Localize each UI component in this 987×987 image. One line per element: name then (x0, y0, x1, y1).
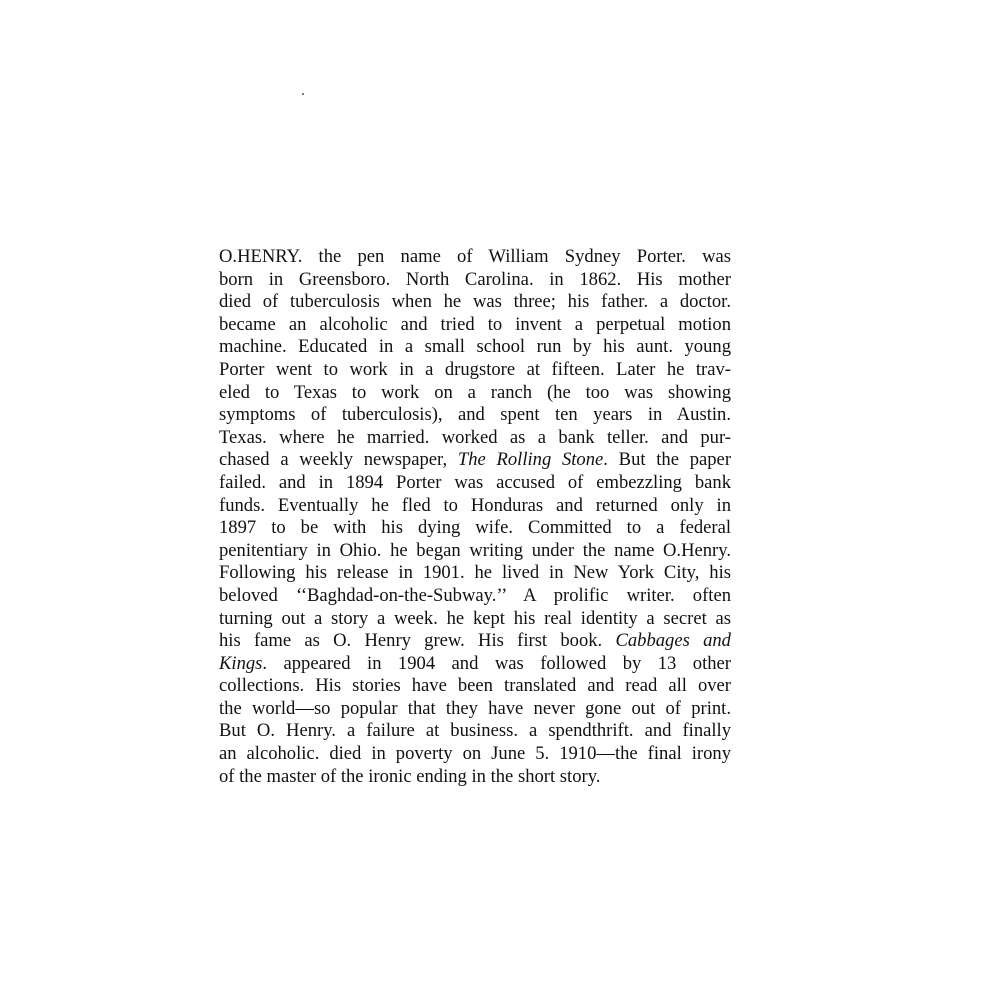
text-run: his fame as O. Henry grew. His first book. (219, 630, 616, 652)
text-run: an alcoholic. died in poverty on June 5. 1910—the final irony (219, 743, 731, 765)
text-line (219, 336, 731, 359)
text-line (219, 449, 731, 472)
text-run: eled to Texas to work on a ranch (he too was showing (219, 381, 731, 403)
text-run: Porter went to work in a drugstore at fifteen. Later he trav- (219, 358, 731, 380)
text-run: O.HENRY. the pen name of William Sydney Porter. was (219, 246, 731, 267)
italic-title: The Rolling Stone (457, 449, 604, 471)
text-line (219, 517, 731, 540)
text-line (219, 291, 731, 314)
text-line (219, 246, 731, 269)
text-run: 1897 to be with his dying wife. Committed to a federal (219, 517, 731, 539)
text-line (219, 585, 731, 608)
text-run: machine. Educated in a small school run by his aunt. young (219, 336, 731, 358)
text-run: symptoms of tuberculosis), and spent ten years in Austin. (219, 404, 731, 426)
text-line (219, 562, 731, 585)
text-line (219, 495, 731, 518)
text-run: chased a weekly newspaper, (219, 449, 458, 471)
text-line (219, 766, 731, 789)
text-run: penitentiary in Ohio. he began writing under the name O.Henry. (219, 539, 731, 561)
text-run: became an alcoholic and tried to invent a perpetual motion (219, 313, 731, 335)
text-run: failed. and in 1894 Porter was accused of embezzling bank (219, 471, 731, 493)
text-run: of the master of the ironic ending in the short story. (219, 765, 601, 787)
scan-speck (302, 93, 304, 95)
text-line (219, 404, 731, 427)
text-line (219, 653, 731, 676)
text-run: Texas. where he married. worked as a bank teller. and pur- (219, 426, 731, 448)
text-run: turning out a story a week. he kept his real identity a secret as (219, 607, 731, 629)
text-run: . appeared in 1904 and was followed by 13 other (262, 652, 731, 674)
italic-title: Cabbages and (615, 630, 731, 652)
text-line (219, 314, 731, 337)
text-line (219, 743, 731, 766)
text-line (219, 630, 731, 653)
text-run: funds. Eventually he fled to Honduras and returned only in (219, 494, 731, 516)
text-run: But O. Henry. a failure at business. a spendthrift. and finally (219, 720, 731, 742)
text-run: collections. His stories have been translated and read all over (219, 675, 731, 697)
text-line (219, 472, 731, 495)
text-line (219, 720, 731, 743)
text-run: . But the paper (603, 449, 732, 471)
text-line (219, 675, 731, 698)
text-line (219, 540, 731, 563)
text-line (219, 608, 731, 631)
biography-paragraph (219, 246, 731, 788)
italic-title: Kings (219, 652, 263, 674)
text-line (219, 382, 731, 405)
text-line (219, 269, 731, 292)
text-run: born in Greensboro. North Carolina. in 1862. His mother (219, 268, 731, 290)
text-line (219, 359, 731, 382)
text-run: the world—so popular that they have never gone out of print. (219, 697, 731, 719)
text-line (219, 698, 731, 721)
text-run: Following his release in 1901. he lived in New York City, his (219, 562, 731, 584)
text-line (219, 427, 731, 450)
text-run: died of tuberculosis when he was three; his father. a doctor. (219, 291, 731, 313)
text-run: beloved ‘‘Baghdad-on-the-Subway.’’ A prolific writer. often (219, 584, 731, 606)
